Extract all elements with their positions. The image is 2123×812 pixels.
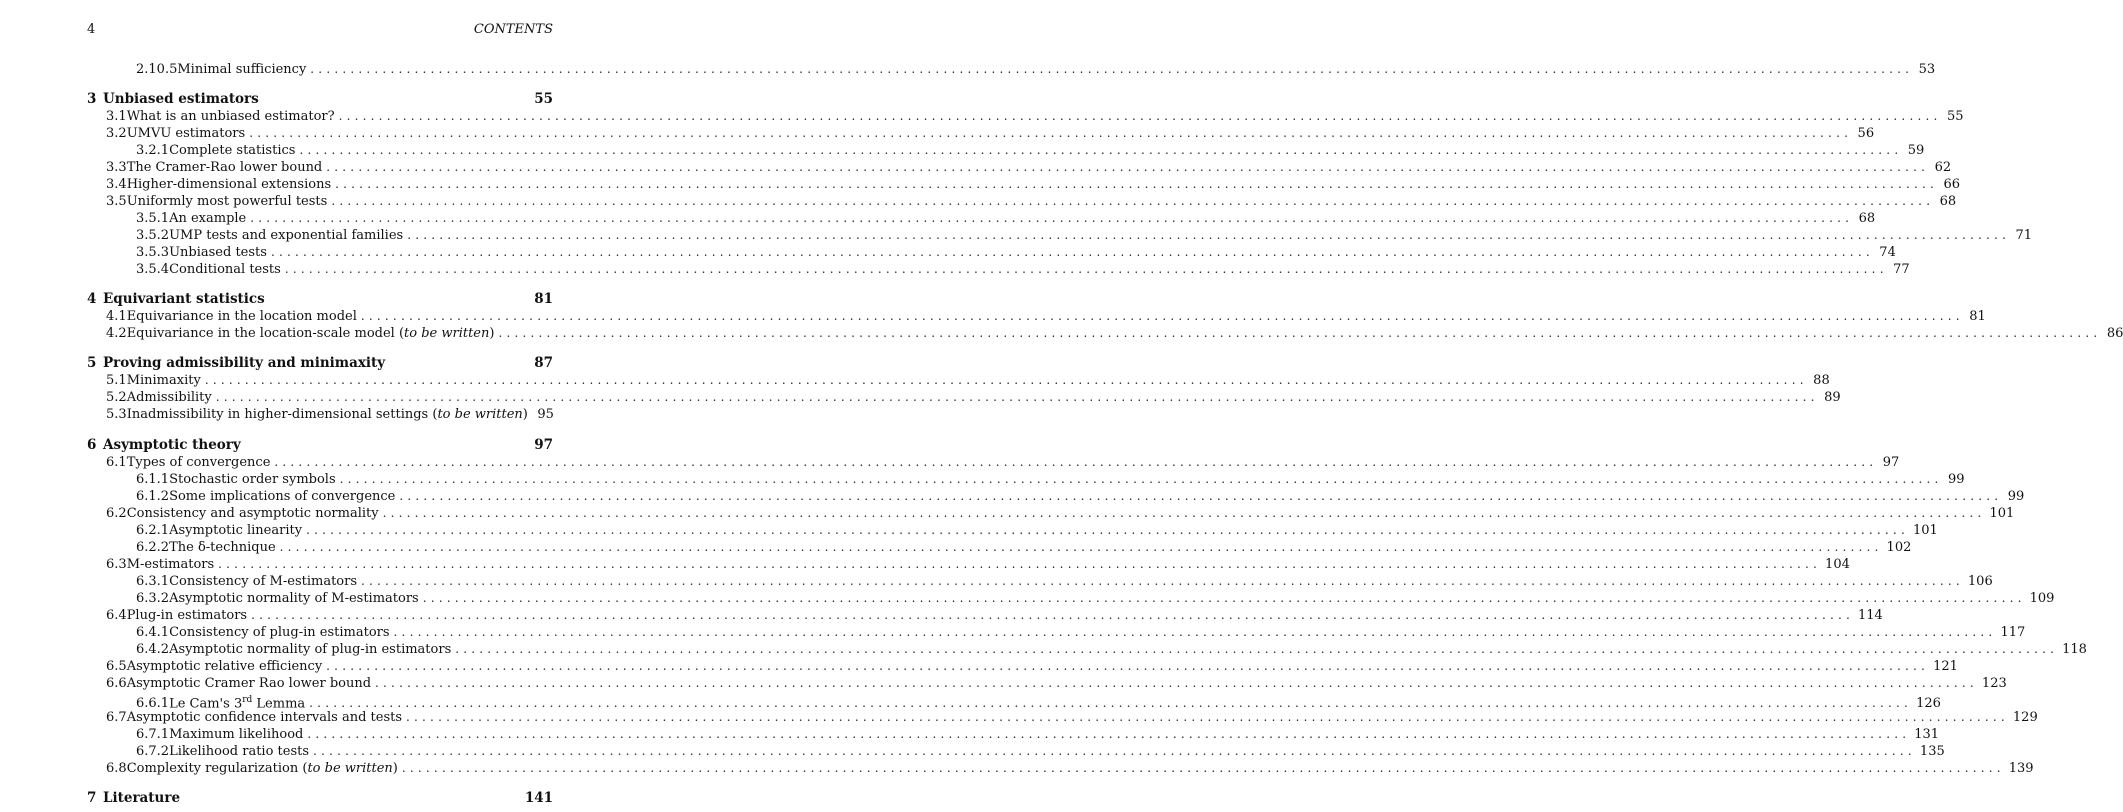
toc-leader-dots: ........................................................................................................................................................................................................ — [307, 727, 1911, 741]
toc-entry-page: 62 — [1934, 160, 1952, 175]
toc-entry-page: 74 — [1879, 245, 1896, 260]
toc-leader-dots: ........................................................................................................................................................................................................ — [382, 506, 1986, 520]
toc-entry[interactable] — [87, 308, 1986, 325]
toc-entry-number: 3.4 — [106, 177, 127, 192]
toc-entry[interactable] — [87, 372, 1830, 389]
toc-entry-page: 87 — [534, 355, 553, 371]
toc-entry-title: Asymptotic relative efficiency — [126, 659, 323, 674]
toc-entry-page: 95 — [537, 407, 554, 422]
toc-entry-number: 6.1.1 — [136, 472, 170, 487]
toc-entry[interactable] — [87, 573, 1993, 590]
toc-entry-page: 139 — [2008, 761, 2034, 776]
toc-leader-dots: ........................................................................................................................................................................................................ — [306, 523, 1909, 537]
toc-entry[interactable] — [87, 607, 1883, 624]
toc-entry-page: 99 — [1947, 472, 1965, 487]
toc-entry-number: 6.4.2 — [136, 642, 170, 657]
toc-entry-title: Asymptotic linearity — [169, 523, 303, 538]
toc-entry-page: 97 — [1882, 455, 1900, 470]
toc-entry-number: 3.5 — [106, 194, 127, 209]
toc-leader-dots: ........................................................................................................................................................................................................ — [313, 744, 1916, 758]
toc-entry[interactable] — [87, 325, 2123, 342]
toc-entry[interactable] — [87, 210, 1876, 227]
toc-entry-page: 106 — [1967, 574, 1993, 589]
toc-entry[interactable] — [87, 389, 1841, 406]
toc-entry-title: Types of convergence — [126, 455, 271, 470]
toc-entry-number: 6.6 — [106, 676, 127, 691]
toc-entry-title: Proving admissibility and minimaxity — [103, 355, 386, 371]
toc-entry-number: 6.3 — [106, 557, 127, 572]
toc-entry-number: 6.3.2 — [136, 591, 170, 606]
toc-entry-page: 68 — [1858, 211, 1876, 226]
toc-entry-title: Equivariance in the location-scale model (to be written) — [126, 326, 495, 341]
page-header — [87, 21, 553, 39]
toc-entry-number: 3.5.3 — [136, 245, 170, 260]
toc-entry-number: 5.2 — [106, 390, 127, 405]
toc-entry[interactable] — [87, 193, 1957, 210]
toc-entry-title: Minimal sufficiency — [177, 62, 307, 77]
toc-entry[interactable] — [87, 675, 2007, 692]
toc-leader-dots: ........................................................................................................................................................................................................ — [310, 62, 1914, 76]
toc-entry-page: 99 — [2007, 489, 2025, 504]
toc-entry-page: 117 — [2000, 625, 2026, 640]
toc-entry[interactable] — [87, 641, 2087, 658]
toc-leader-dots: ........................................................................................................................................................................................................ — [218, 557, 1822, 571]
toc-entry-page: 77 — [1893, 262, 1910, 277]
toc-entry-note: to be written — [437, 407, 523, 422]
toc-entry-number: 3.2 — [106, 126, 127, 141]
toc-entry-page: 121 — [1933, 659, 1958, 674]
toc-entry-page: 118 — [2062, 642, 2087, 657]
toc-entry-page: 109 — [2029, 591, 2055, 606]
toc-leader-dots: ........................................................................................................................................................................................................ — [274, 455, 1878, 469]
toc-entry-number: 6.7 — [106, 710, 127, 725]
toc-entry-page: 126 — [1916, 696, 1941, 712]
toc-entry[interactable] — [87, 658, 1958, 675]
toc-entry[interactable] — [87, 159, 1952, 176]
toc-leader-dots: ........................................................................................................................................................................................................ — [339, 472, 1943, 486]
toc-entry[interactable] — [87, 454, 1900, 471]
toc-entry-title: M-estimators — [126, 557, 215, 572]
toc-entry-number: 3 — [87, 91, 97, 107]
toc-entry-title: Likelihood ratio tests — [169, 744, 310, 759]
toc-entry[interactable] — [87, 471, 1965, 488]
toc-entry-number: 6.7.2 — [136, 744, 170, 759]
toc-entry-page: 56 — [1857, 126, 1875, 141]
toc-entry-page: 131 — [1914, 727, 1940, 742]
toc-entry-title: Uniformly most powerful tests — [126, 194, 328, 209]
toc-entry[interactable] — [87, 108, 1964, 125]
toc-entry-title: Complete statistics — [169, 143, 296, 158]
toc-entry-page: 66 — [1943, 177, 1961, 192]
toc-entry[interactable] — [87, 91, 553, 108]
toc-entry-page: 97 — [534, 437, 553, 453]
toc-leader-dots: ........................................................................................................................................................................................................ — [249, 126, 1853, 140]
toc-entry[interactable] — [87, 227, 2033, 244]
toc-leader-dots: ........................................................................................................................................................................................................ — [250, 211, 1854, 225]
toc-entry-number: 6.1.2 — [136, 489, 170, 504]
toc-entry-number: 3.3 — [106, 160, 127, 175]
toc-entry[interactable] — [87, 790, 553, 807]
toc-entry[interactable] — [87, 692, 1941, 712]
toc-entry-title: Admissibility — [126, 390, 212, 405]
toc-leader-dots: ........................................................................................................................................................................................................ — [326, 160, 1930, 174]
toc-entry-title: Le Cam's 3rd Lemma — [169, 695, 306, 712]
toc-leader-dots: ........................................................................................................................................................................................................ — [204, 373, 1808, 387]
toc-entry-number: 3.1 — [106, 109, 127, 124]
toc-entry-title: Asymptotic Cramer Rao lower bound — [126, 676, 372, 691]
toc-entry[interactable] — [87, 355, 553, 372]
toc-leader-dots: ........................................................................................................................................................................................................ — [360, 309, 1964, 323]
toc-entry-note: to be written — [404, 326, 490, 341]
toc-entry-number: 6.7.1 — [136, 727, 170, 742]
toc-leader-dots: ........................................................................................................................................................................................................ — [422, 591, 2026, 605]
toc-entry-number: 6.8 — [106, 761, 127, 776]
toc-entry[interactable] — [87, 244, 1896, 261]
toc-leader-dots: ........................................................................................................................................................................................................ — [498, 326, 2102, 340]
toc-entry-title: Equivariant statistics — [103, 291, 265, 307]
toc-entry-page: 55 — [1946, 109, 1964, 124]
toc-entry-title: UMP tests and exponential families — [169, 228, 404, 243]
toc-entry-number: 6.2.1 — [136, 523, 170, 538]
toc-entry-title: Minimaxity — [126, 373, 201, 388]
toc-leader-dots: ........................................................................................................................................................................................................ — [326, 659, 1930, 673]
toc-entry-title: Consistency and asymptotic normality — [126, 506, 379, 521]
toc-entry-number: 3.5.1 — [136, 211, 170, 226]
toc-entry[interactable] — [87, 488, 2025, 505]
toc-entry-title: Plug-in estimators — [126, 608, 248, 623]
toc-entry[interactable] — [87, 709, 2038, 726]
toc-entry-number: 5.1 — [106, 373, 127, 388]
toc-entry-number: 7 — [87, 790, 97, 806]
toc-entry-page: 102 — [1886, 540, 1912, 555]
toc-entry-title: Higher-dimensional extensions — [126, 177, 332, 192]
toc-entry-title: An example — [169, 211, 247, 226]
toc-entry[interactable] — [87, 261, 1910, 278]
toc-entry-title: Conditional tests — [169, 262, 281, 277]
toc-entry-page: 81 — [534, 291, 553, 307]
toc-entry[interactable] — [87, 505, 2015, 522]
toc-entry-page: 86 — [2106, 326, 2123, 341]
toc-entry-title: The Cramer-Rao lower bound — [126, 160, 323, 175]
toc-entry-number: 5 — [87, 355, 97, 371]
toc-entry-page: 141 — [524, 790, 553, 806]
toc-entry-page: 68 — [1939, 194, 1957, 209]
toc-entry-page: 55 — [534, 91, 553, 107]
toc-entry-page: 135 — [1919, 744, 1945, 759]
toc-entry-title: Equivariance in the location model — [126, 309, 357, 324]
toc-entry-title: Some implications of convergence — [169, 489, 396, 504]
toc-entry-number: 3.2.1 — [136, 143, 170, 158]
toc-leader-dots: ........................................................................................................................................................................................................ — [338, 109, 1942, 123]
toc-entry-title: Asymptotic theory — [103, 437, 241, 453]
toc-entry-page: 104 — [1825, 557, 1850, 572]
toc-entry-number: 3.5.4 — [136, 262, 170, 277]
toc-entry-title: Stochastic order symbols — [169, 472, 336, 487]
toc-entry-page: 71 — [2015, 228, 2033, 243]
toc-leader-dots: ........................................................................................................................................................................................................ — [270, 245, 1874, 259]
toc-leader-dots: ........................................................................................................................................................................................................ — [309, 696, 1913, 711]
toc-entry[interactable] — [87, 743, 1945, 760]
toc-entry-title: Unbiased tests — [169, 245, 267, 260]
toc-entry-title: Maximum likelihood — [169, 727, 304, 742]
toc-leader-dots: ........................................................................................................................................................................................................ — [251, 608, 1854, 622]
toc-entry-page: 59 — [1907, 143, 1925, 158]
toc-leader-dots: ........................................................................................................................................................................................................ — [279, 540, 1883, 554]
toc-entry[interactable] — [87, 590, 2055, 607]
toc-entry-page: 81 — [1969, 309, 1986, 324]
toc-entry-page: 89 — [1824, 390, 1841, 405]
toc-entry-number: 6.4 — [106, 608, 127, 623]
toc-leader-dots: ........................................................................................................................................................................................................ — [401, 761, 2005, 775]
toc-entry[interactable] — [87, 624, 2026, 641]
toc-entry[interactable] — [87, 556, 1850, 573]
toc-leader-dots: ........................................................................................................................................................................................................ — [375, 676, 1978, 690]
toc-entry-page: 114 — [1858, 608, 1883, 623]
toc-leader-dots: ........................................................................................................................................................................................................ — [284, 262, 1888, 276]
toc-entry-number: 6.2.2 — [136, 540, 170, 555]
toc-entry[interactable] — [87, 176, 1961, 193]
toc-leader-dots: ........................................................................................................................................................................................................ — [407, 228, 2011, 242]
toc-entry-title: Asymptotic normality of plug-in estimators — [169, 642, 452, 657]
toc-entry-number: 6.4.1 — [136, 625, 170, 640]
toc-entry[interactable] — [87, 125, 1875, 142]
toc-leader-dots: ........................................................................................................................................................................................................ — [455, 642, 2059, 656]
toc-entry-number: 6.5 — [106, 659, 127, 674]
toc-entry-note: to be written — [307, 761, 393, 776]
page-number: 4 — [87, 22, 96, 37]
toc-entry-page: 123 — [1981, 676, 2007, 691]
toc-entry-title: Consistency of M-estimators — [169, 574, 358, 589]
toc-entry[interactable] — [87, 539, 1912, 556]
toc-entry-number: 4.2 — [106, 326, 127, 341]
toc-entry-number: 4.1 — [106, 309, 127, 324]
toc-entry-title: Inadmissibility in higher-dimensional settings (to be written) — [126, 407, 528, 422]
toc-entry[interactable] — [87, 406, 553, 423]
toc-entry[interactable] — [87, 726, 1940, 743]
toc-entry-title: What is an unbiased estimator? — [126, 109, 335, 124]
toc-leader-dots: ........................................................................................................................................................................................................ — [393, 625, 1997, 639]
toc-leader-dots: ........................................................................................................................................................................................................ — [361, 574, 1964, 588]
toc-entry[interactable] — [87, 61, 1936, 78]
toc-entry-number: 2.10.5 — [136, 62, 178, 77]
toc-entry-title: Complexity regularization (to be written) — [126, 761, 398, 776]
toc-entry-number: 6.6.1 — [136, 696, 170, 712]
toc-leader-dots: ........................................................................................................................................................................................................ — [331, 194, 1935, 208]
toc-entry[interactable] — [87, 522, 1938, 539]
toc-entry-number: 6 — [87, 437, 97, 453]
toc-entry-number: 5.3 — [106, 407, 127, 422]
toc-entry-number: 6.1 — [106, 455, 127, 470]
toc-entry[interactable] — [87, 291, 553, 308]
toc-entry-title: Consistency of plug-in estimators — [169, 625, 390, 640]
toc-entry-number: 6.3.1 — [136, 574, 170, 589]
toc-entry-title: Unbiased estimators — [103, 91, 259, 107]
toc-entry-title: UMVU estimators — [126, 126, 246, 141]
toc-entry-number: 6.2 — [106, 506, 127, 521]
toc-entry[interactable] — [87, 437, 553, 454]
toc-entry[interactable] — [87, 760, 2034, 777]
toc-entry-title: The δ-technique — [169, 540, 276, 555]
toc-entry-page: 101 — [1989, 506, 2015, 521]
toc-entry-title: Asymptotic confidence intervals and tests — [126, 710, 403, 725]
toc-entry[interactable] — [87, 142, 1925, 159]
toc-leader-dots: ........................................................................................................................................................................................................ — [215, 390, 1819, 404]
toc-entry-title: Literature — [103, 790, 181, 806]
toc-entry-number: 3.5.2 — [136, 228, 170, 243]
toc-entry-page: 101 — [1912, 523, 1938, 538]
running-title: CONTENTS — [473, 22, 553, 37]
toc-entry-title: Asymptotic normality of M-estimators — [169, 591, 419, 606]
toc-leader-dots: ........................................................................................................................................................................................................ — [406, 710, 2009, 724]
toc-entry-page: 129 — [2012, 710, 2038, 725]
toc-leader-dots: ........................................................................................................................................................................................................ — [399, 489, 2003, 503]
toc-entry-number: 4 — [87, 291, 97, 307]
toc-leader-dots: ........................................................................................................................................................................................................ — [299, 143, 1903, 157]
toc-leader-dots: ........................................................................................................................................................................................................ — [335, 177, 1939, 191]
toc-entry-page: 88 — [1813, 373, 1830, 388]
toc-entry-page: 53 — [1918, 62, 1936, 77]
